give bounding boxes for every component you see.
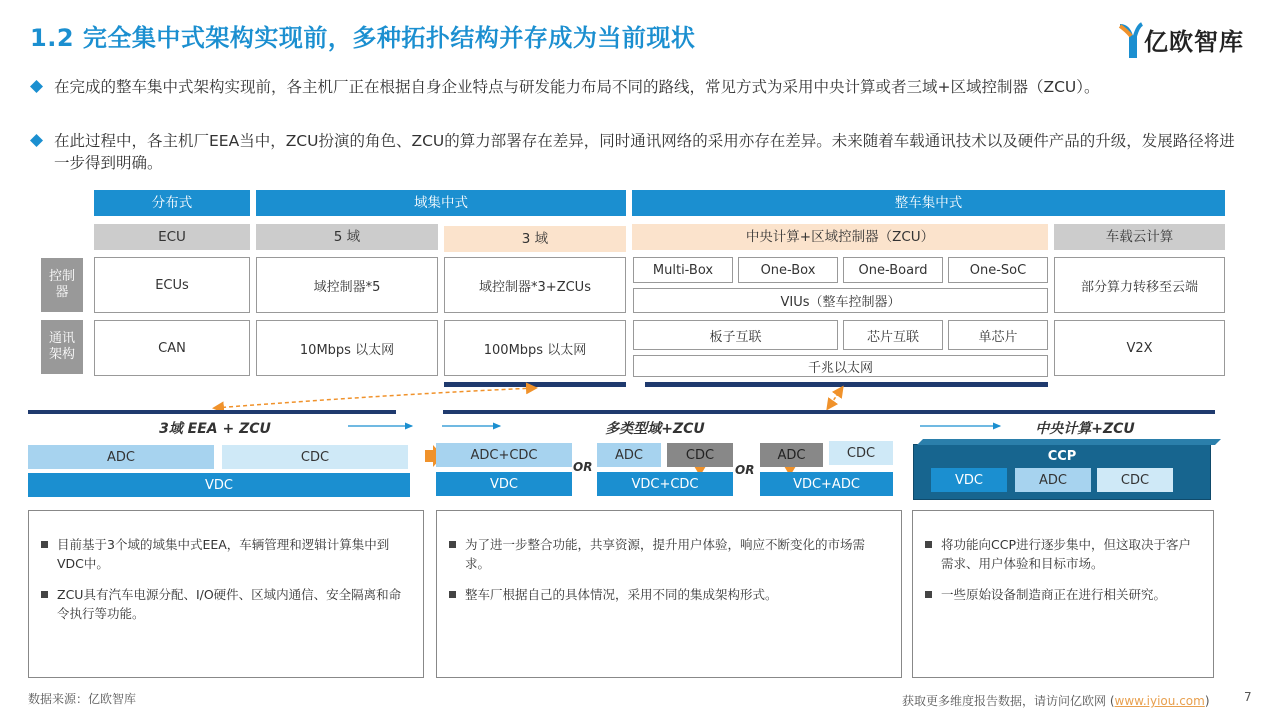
header-domain: 域集中式 — [256, 190, 626, 216]
sub-three-domain: 3 域 — [444, 226, 626, 252]
note-item: 整车厂根据自己的具体情况，采用不同的集成架构形式。 — [445, 585, 889, 604]
cell-ecus: ECUs — [94, 257, 250, 313]
stage2a-adc-cdc: ADC+CDC — [436, 443, 572, 467]
row-label-controller: 控制器 — [41, 258, 83, 312]
or-label-1: OR — [573, 460, 593, 474]
sub-cloud: 车载云计算 — [1054, 224, 1225, 250]
cell-v2x: V2X — [1054, 320, 1225, 376]
stage1-vdc: VDC — [28, 473, 410, 497]
note-box-3 — [912, 510, 1214, 678]
stage1-line — [28, 410, 396, 414]
stage2b-adc: ADC — [597, 443, 661, 467]
stage2c-adc: ADC — [760, 443, 823, 467]
note-item: 将功能向CCP进行逐步集中，但这取决于客户需求、用户体验和目标市场。 — [921, 535, 1203, 573]
stage2b-cdc: CDC — [667, 443, 733, 467]
logo-text: 亿欧智库 — [1144, 28, 1244, 56]
sub-central-zcu: 中央计算+区域控制器（ZCU） — [632, 224, 1048, 250]
footer-more: 获取更多维度报告数据，请访问亿欧网 (www.iyiou.com) — [902, 694, 1210, 708]
page-number: 7 — [1244, 690, 1252, 704]
stage2a-vdc: VDC — [436, 472, 572, 496]
cell-single-chip: 单芯片 — [948, 320, 1048, 350]
stage3-vdc: VDC — [931, 468, 1007, 492]
cell-one-soc: One-SoC — [948, 257, 1048, 283]
stage2-label: 多类型域+ZCU — [605, 421, 705, 437]
cell-one-board: One-Board — [843, 257, 943, 283]
stage3-adc: ADC — [1015, 468, 1091, 492]
page-title: 1.2 完全集中式架构实现前，多种拓扑结构并存成为当前现状 — [30, 24, 696, 52]
iyiou-link[interactable]: www.iyiou.com — [1114, 694, 1205, 708]
cell-100mbps: 100Mbps 以太网 — [444, 320, 626, 376]
data-source: 数据来源：亿欧智库 — [28, 692, 137, 706]
note-item: 为了进一步整合功能，共享资源，提升用户体验，响应不断变化的市场需求。 — [445, 535, 889, 573]
cell-one-box: One-Box — [738, 257, 838, 283]
cell-multi-box: Multi-Box — [633, 257, 733, 283]
bullet-1-text: 在完成的整车集中式架构实现前，各主机厂正在根据自身企业特点与研发能力布局不同的路线，常见方式为采用中央计算或者三域+区域控制器（ZCU）。 — [54, 78, 1100, 96]
cell-vius: VIUs（整车控制器） — [633, 288, 1048, 313]
stage2c-cdc: CDC — [829, 441, 893, 465]
header-vehicle: 整车集中式 — [632, 190, 1225, 216]
note-box-1 — [28, 510, 424, 678]
stage2b-vdc-cdc: VDC+CDC — [597, 472, 733, 496]
note-item: 目前基于3个域的域集中式EEA，车辆管理和逻辑计算集中到VDC中。 — [37, 535, 411, 573]
stage3-label: 中央计算+ZCU — [1035, 421, 1135, 437]
cell-gigabit: 千兆以太网 — [633, 355, 1048, 377]
sub-ecu: ECU — [94, 224, 250, 250]
cell-10mbps: 10Mbps 以太网 — [256, 320, 438, 376]
header-distributed: 分布式 — [94, 190, 250, 216]
stage3-ccp-block — [913, 444, 1211, 500]
cell-domain-controller-5: 域控制器*5 — [256, 257, 438, 313]
cell-cloud-compute: 部分算力转移至云端 — [1054, 257, 1225, 313]
stage2c-vdc-adc: VDC+ADC — [760, 472, 893, 496]
ccp-label: CCP — [1047, 449, 1077, 464]
cell-domain-controller-3-zcu: 域控制器*3+ZCUs — [444, 257, 626, 313]
stage1-label: 3域 EEA + ZCU — [159, 421, 271, 437]
cell-board-interconnect: 板子互联 — [633, 320, 838, 350]
stage1-adc: ADC — [28, 445, 214, 469]
note-box-2 — [436, 510, 902, 678]
note-item: 一些原始设备制造商正在进行相关研究。 — [921, 585, 1203, 604]
stage1-cdc: CDC — [222, 445, 408, 469]
stage3-cdc: CDC — [1097, 468, 1173, 492]
cell-can: CAN — [94, 320, 250, 376]
sub-five-domain: 5 域 — [256, 224, 438, 250]
note-item: ZCU具有汽车电源分配、I/O硬件、区域内通信、安全隔离和命令执行等功能。 — [37, 585, 411, 623]
or-label-2: OR — [735, 463, 755, 477]
stage2-line — [443, 410, 1215, 414]
cell-chip-interconnect: 芯片互联 — [843, 320, 943, 350]
bullet-2-text: 在此过程中，各主机厂EEA当中，ZCU扮演的角色、ZCU的算力部署存在差异，同时通讯网络的采用亦存在差异。未来随着车载通讯技术以及硬件产品的升级，发展路径将进一步得到明确。 — [54, 132, 1235, 172]
row-label-network: 通讯架构 — [41, 320, 83, 374]
